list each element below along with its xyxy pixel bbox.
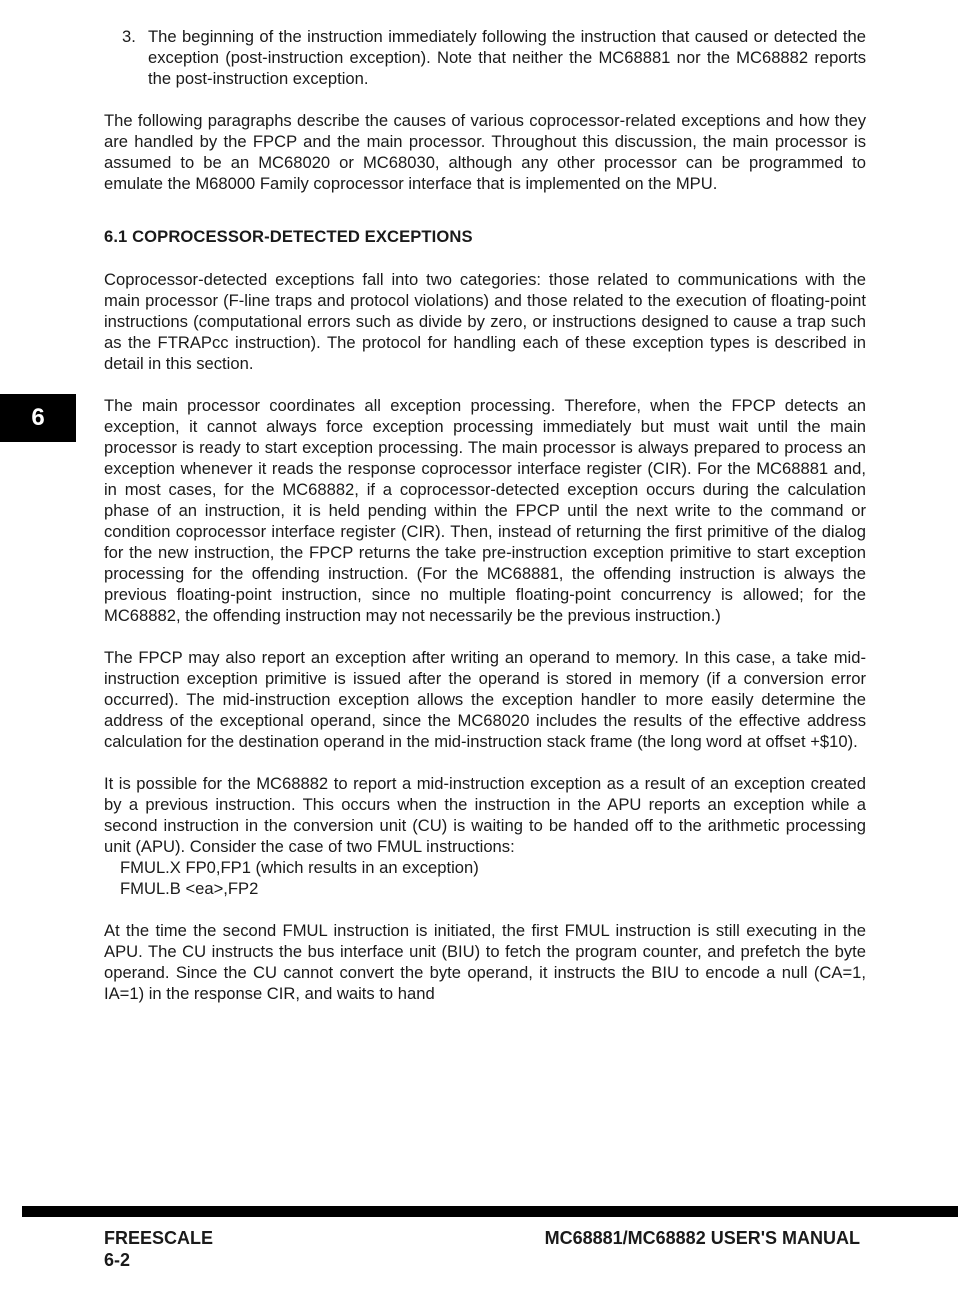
paragraph-main-processor: The main processor coordinates all exception processing. Therefore, when the FPCP detects an exception, it cannot always force exception processing immediately but must wait until the main processor is ready to start exception processing. The main processor is always prepared to process an exception whenever it reads the response coprocessor interface register (CIR). For the MC68881 and, in most cases, for the MC68882, if a coprocessor-detected exception occurs during the calculation phase of an instruction, it is held pending within the FPCP until the next write to the command or condition coprocessor interface register (CIR). Then, instead of returning the first primitive of the dialog for the new instruction, the FPCP returns the take pre-instruction exception primitive to start exception processing for the offending instruction. (For the MC68881, the offending instruction is always the previous floating-point instruction, since no multiple floating-point concurrency is allowed; for the MC68882, the offending instruction may not necessarily be the previous instruction.) xyxy=(104,396,866,625)
paragraph-intro: The following paragraphs describe the causes of various coprocessor-related exceptions and how they are handled by the FPCP and the main processor. Throughout this discussion, the main processor is assumed to be an MC68020 or MC68030, although any other processor can be programmed to emulate the M68000 Family coprocessor interface that is implemented on the MPU. xyxy=(104,111,866,193)
code-line: FMUL.B <ea>,FP2 xyxy=(120,879,259,898)
paragraph-mid-instruction: The FPCP may also report an exception after writing an operand to memory. In this case, a take mid-instruction exception primitive is issued after the operand is stored in memory (if a conversion error occurred). The mid-instruction exception allows the exception handler to more easily determine the address of the exceptional operand, since the MC68020 includes the results of the effective address calculation for the destination operand in the mid-instruction stack frame (the long word at offset +$10). xyxy=(104,648,866,751)
paragraph-mc68882-report: It is possible for the MC68882 to report a mid-instruction exception as a result of an exception created by a previous instruction. This occurs when the instruction in the APU reports an exception while a second instruction in the conversion unit (CU) is waiting to be handed off to the arithmetic processing unit (APU). Consider the case of two FMUL instructions: xyxy=(104,774,866,856)
list-item xyxy=(104,26,866,89)
page-body xyxy=(104,26,866,1025)
list-item-number: 3. xyxy=(122,27,136,46)
chapter-tab xyxy=(0,394,76,442)
code-line: FMUL.X FP0,FP1 (which results in an exception) xyxy=(120,858,479,877)
footer-company: FREESCALE xyxy=(104,1228,214,1248)
paragraph-categories: Coprocessor-detected exceptions fall into two categories: those related to communications with the main processor (F-line traps and protocol violations) and those related to the execution of floating-point instructions (computational errors such as divide by zero, or instructions designed to cause a trap such as the FTRAPcc instruction). The protocol for handling each of these exception types is described in detail in this section. xyxy=(104,270,866,373)
list-item-text: The beginning of the instruction immediately following the instruction that caused or detected the exception (post-instruction exception). Note that neither the MC68881 nor the MC68882 reports the post-instruction exception. xyxy=(148,27,866,88)
footer-left xyxy=(104,1227,213,1271)
chapter-tab-label: 6 xyxy=(31,404,45,431)
footer-page-number: 6-2 xyxy=(104,1250,131,1270)
footer-divider xyxy=(22,1206,958,1217)
fmul-example xyxy=(104,773,866,899)
footer-manual-title: MC68881/MC68882 USER'S MANUAL xyxy=(544,1228,860,1248)
section-heading: 6.1 COPROCESSOR-DETECTED EXCEPTIONS xyxy=(104,227,473,246)
paragraph-second-fmul: At the time the second FMUL instruction is initiated, the first FMUL instruction is still executing in the APU. The CU instructs the bus interface unit (BIU) to fetch the program counter, and prefetch the byte operand. Since the CU cannot convert the byte operand, it instructs the BIU to encode a null (CA=1, IA=1) in the response CIR, and waits to hand xyxy=(104,921,866,1003)
